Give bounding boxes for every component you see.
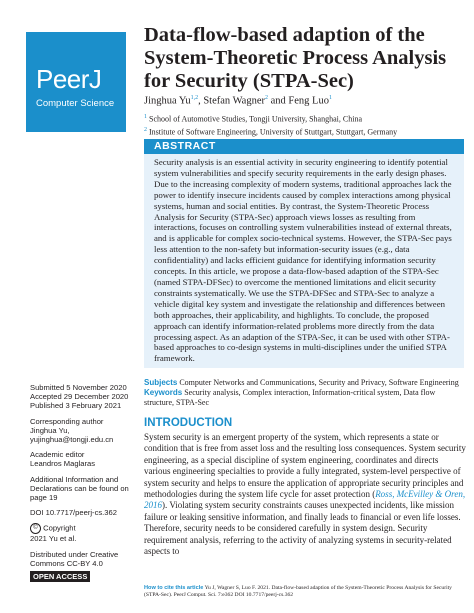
corresponding-author-label: Corresponding author bbox=[30, 416, 104, 426]
subjects-line bbox=[144, 378, 466, 388]
corresponding-author: Jinghua Yu, yujinghua@tongji.edu.cn bbox=[30, 425, 114, 445]
article-info-sidebar bbox=[30, 383, 138, 582]
affiliation-text: Institute of Software Engineering, University of Stuttgart, Stuttgart, Germany bbox=[149, 127, 398, 137]
how-to-cite-label: How to cite this article bbox=[144, 585, 204, 591]
copyright-label: Copyright bbox=[43, 523, 76, 533]
abstract-heading: ABSTRACT bbox=[144, 139, 464, 154]
logo-brand: PeerJ bbox=[36, 64, 102, 94]
published-date: Published 3 February 2021 bbox=[30, 401, 122, 411]
keywords-line bbox=[144, 388, 466, 408]
author-list: Jinghua Yu$^{1,2}$, Stefan Wagner$^2$ and Feng Luo$^1$ bbox=[144, 95, 332, 107]
copyright-icon: © bbox=[30, 523, 41, 534]
copyright-line bbox=[30, 523, 138, 534]
how-to-cite-text: Yu J, Wagner S, Luo F. 2021. Data-flow-based adaption of the System-Theoretic Process Analysis for Security (STPA-Sec). PeerJ Comput. Sci. 7:e362 DOI 10.7717/peerj-cs.362 bbox=[144, 585, 452, 598]
academic-editor-label: Academic editor bbox=[30, 450, 85, 460]
abstract-box bbox=[144, 139, 464, 368]
subjects-text: Computer Networks and Communications, Security and Privacy, Software Engineering bbox=[179, 378, 459, 387]
introduction-text bbox=[144, 432, 466, 557]
author-affil-marker: 1,2 bbox=[190, 95, 199, 101]
author-conjunction: and bbox=[270, 95, 286, 107]
academic-editor: Leandros Maglaras bbox=[30, 459, 96, 469]
abstract-text: Security analysis is an essential activity in security engineering to identify potential system vulnerabilities and specify security requirements in the early design phases. Due to the increasing complexity of modern systems, traditional approaches lack the power to identify insecure incidents caused by complex interactions among physical systems, human and social entities. By contrast, the System-Theoretic Process Analysis for Security (STPA-Sec) approach views losses as resulting from interactions, focuses on controlling system vulnerabilities instead of external threats, and is applicable for complex socio-technical systems. However, the STPA-Sec pays less attention to the non-safety but information-security issues (e.g., data confidentiality) and lacks efficient guidance for identifying information security concepts. In this article, we propose a data-flow-based adaption of the STPA-Sec (named STPA-DFSec) to overcome the mentioned limitations and elicit security constraints systematically. We use the STPA-DFSec and STPA-Sec to analyze a vehicle digital key system and investigate the relationship and differences between both approaches, their applicability, and highlights. To conclude, the proposed approach can identify information-related problems more directly from the data processing aspect. As an adaption of the STPA-Sec, it can be used with other STPA-based approaches to co-design systems in multi-disciplines under the unified STPA framework. bbox=[154, 157, 452, 364]
accepted-date: Accepted 29 December 2020 bbox=[30, 392, 129, 402]
affiliation-item bbox=[144, 112, 397, 125]
author-affil-marker: 1 bbox=[328, 95, 332, 101]
additional-info-note: Additional Information and Declarations can be found on page 19 bbox=[30, 474, 129, 503]
submitted-date: Submitted 5 November 2020 bbox=[30, 383, 127, 392]
article-title: Data-flow-based adaption of the System-Theoretic Process Analysis for Security (STPA-Sec) bbox=[144, 24, 447, 92]
introduction-heading: INTRODUCTION bbox=[144, 417, 233, 429]
copyright-holder: 2021 Yu et al. bbox=[30, 534, 77, 544]
logo-subtitle: Computer Science bbox=[36, 98, 115, 109]
open-access-badge: OPEN ACCESS bbox=[30, 571, 90, 582]
author-name: Feng Luo bbox=[288, 95, 329, 107]
affiliation-text: School of Automotive Studies, Tongji University, Shanghai, China bbox=[149, 114, 362, 124]
author-name: Stefan Wagner bbox=[203, 95, 265, 107]
citation-link[interactable]: Ross, McEvilley & Oren, 2016 bbox=[144, 489, 466, 511]
doi: DOI 10.7717/peerj-cs.362 bbox=[30, 508, 117, 518]
author-affil-marker: 2 bbox=[264, 95, 268, 101]
subjects-keywords bbox=[144, 378, 466, 408]
intro-text-part: System security is an emergent property of the system, which represents a state or condition that is free from asset loss and the resulting loss consequences. System security engineering, as a special discipline of system engineering, coordinates and directs various engineering specialties to provide a fully integrated, system-level perspective of system security and helps to ensure the application of appropriate security principles and methodologies during the system life cycle for asset protection ( bbox=[144, 432, 466, 500]
how-to-cite-footer bbox=[144, 585, 466, 599]
keywords-text: Security analysis, Complex interaction, Information-critical system, Data flow structure, STPA-Sec bbox=[144, 388, 436, 407]
author-name: Jinghua Yu bbox=[144, 95, 191, 107]
subjects-label: Subjects bbox=[144, 378, 178, 387]
intro-text-part: ). Violating system security constraints causes unexpected incidents, like mission failure or leaking sensitive information, and finally leads to financial or even life losses. Therefore, security needs to be considered carefully in system design. Security requirement analysis, referring to the activity of analyzing systems in security-related aspects to bbox=[144, 500, 461, 557]
keywords-label: Keywords bbox=[144, 388, 183, 397]
affiliation-number: 1 bbox=[144, 114, 147, 120]
affiliation-list bbox=[144, 112, 397, 137]
affiliation-item bbox=[144, 125, 397, 138]
affiliation-number: 2 bbox=[144, 126, 147, 133]
license-text: Distributed under Creative Commons CC-BY 4.0 bbox=[30, 549, 119, 568]
peerj-logo bbox=[26, 32, 126, 132]
